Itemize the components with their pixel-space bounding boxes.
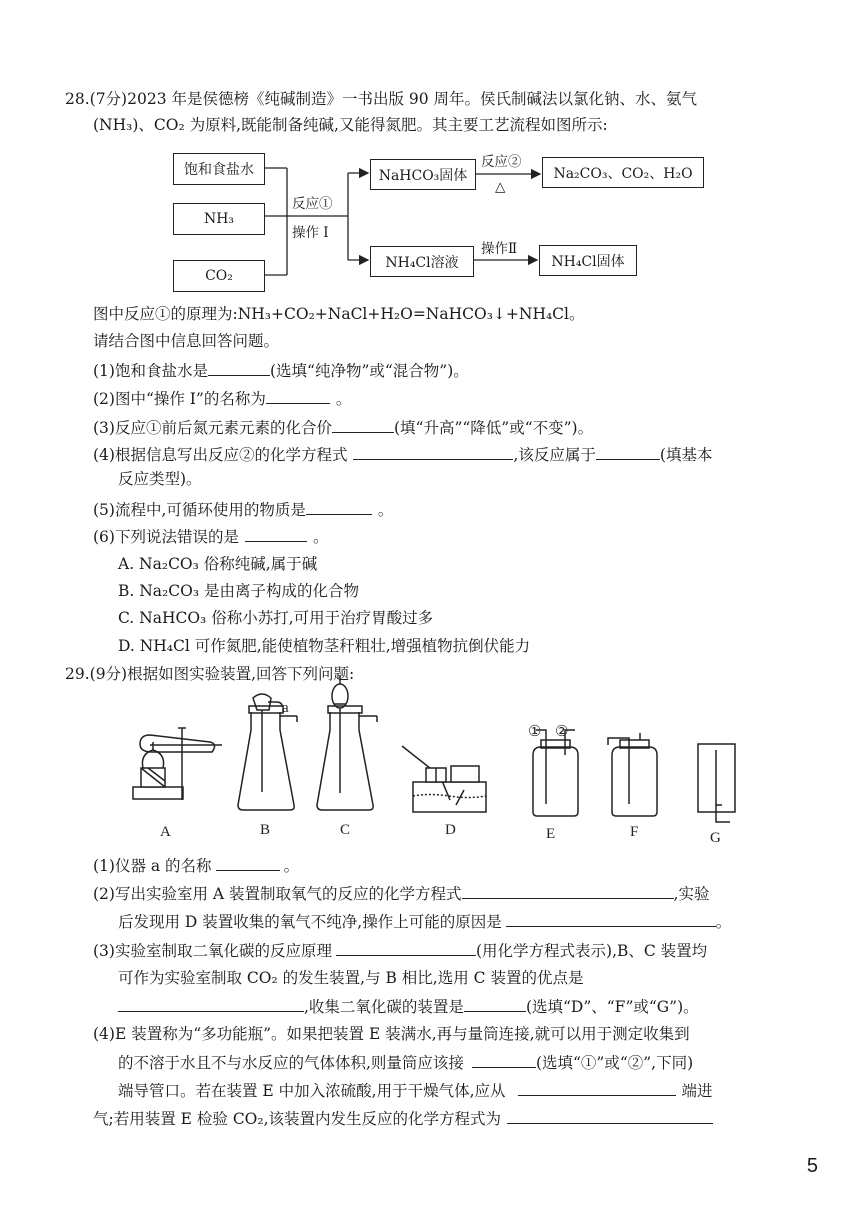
q29-sub2-cont-end: 。	[715, 913, 732, 931]
flow-input-brine-label: 饱和食盐水	[184, 162, 254, 178]
label-b: B	[260, 822, 271, 838]
q29-sub4-cont2-text: 端导管口。若在装置 E 中加入浓硫酸,用于干燥气体,应从	[118, 1082, 506, 1100]
page-number: 5	[806, 1155, 818, 1177]
q29-sub3-collect-blank[interactable]	[464, 995, 526, 1012]
q29-sub2-reason-blank[interactable]	[506, 910, 716, 927]
q28-sub1-text: (1)饱和食盐水是	[93, 362, 208, 380]
q29-sub1	[93, 854, 299, 877]
q29-sub1-text: (1)仪器 a 的名称	[93, 857, 212, 875]
q28-prompt: 请结合图中信息回答问题。	[93, 332, 280, 350]
q29-sub3-equation-blank[interactable]	[336, 939, 476, 956]
flow-input-nh3-label: NH₃	[203, 211, 235, 227]
q29-sub2-cont-text: 后发现用 D 装置收集的氧气不纯净,操作上可能的原因是	[118, 913, 502, 931]
q29-sub3-text: (3)实验室制取二氧化碳的反应原理	[93, 942, 332, 960]
q29-sub3	[93, 939, 707, 962]
apparatus-a-heating	[133, 728, 222, 800]
q29-sub4-cont2	[118, 1079, 713, 1102]
q29-sub4-equation-blank[interactable]	[507, 1107, 713, 1124]
q28-sub4-text-mid: ,该反应属于	[513, 446, 596, 464]
q28-sub5-text: (5)流程中,可循环使用的物质是	[93, 501, 306, 519]
q28-sub2-text-end: 。	[335, 390, 352, 408]
q29-sub2	[93, 882, 709, 905]
flow-step1-label: 反应①	[292, 196, 333, 212]
q28-principle: 图中反应①的原理为:NH₃+CO₂+NaCl+H₂O=NaHCO₃↓+NH₄Cl。	[93, 305, 585, 323]
q29-sub4-cont3-text: 气;若用装置 E 检验 CO₂,该装置内发生反应的化学方程式为	[93, 1110, 502, 1128]
q29-sub1-answer-blank[interactable]	[216, 854, 280, 871]
q29-sub3-text-mid: (用化学方程式表示),B、C 装置均	[475, 942, 708, 960]
q29-intro: 29.(9分)根据如图实验装置,回答下列问题:	[65, 665, 355, 683]
q28-intro-line2: (NH₃)、CO₂ 为原料,既能制备纯碱,又能得氮肥。其主要工艺流程如图所示:	[93, 116, 608, 134]
q29-sub4-cont2-end: 端进	[681, 1082, 713, 1100]
q28-sub2-text: (2)图中“操作 I”的名称为	[93, 390, 266, 408]
flow-mid-nh4cl-solution-label: NH₄Cl溶液	[385, 254, 459, 271]
label-instrument-a: a	[282, 700, 289, 716]
q28-sub6-text-end: 。	[312, 528, 329, 546]
apparatus-g-container	[698, 744, 735, 822]
label-f: F	[630, 824, 639, 840]
q28-option-b: B. Na₂CO₃ 是由离子构成的化合物	[118, 582, 359, 600]
q28-sub4-text: (4)根据信息写出反应②的化学方程式	[93, 446, 348, 464]
q29-sub1-text-end: 。	[283, 857, 300, 875]
q28-sub3-text-end: (填“升高”“降低”或“不变”)。	[393, 419, 594, 437]
q29-sub4-dry-blank[interactable]	[518, 1079, 676, 1096]
q29-sub4-port-blank[interactable]	[472, 1051, 536, 1068]
label-port-1: ①	[528, 724, 542, 740]
flow-op2-label: 操作Ⅱ	[481, 241, 518, 257]
q29-sub3-advantage-blank[interactable]	[118, 995, 304, 1012]
q29-sub4: (4)E 装置称为“多功能瓶”。如果把装置 E 装满水,再与量筒连接,就可以用于测定收集到	[93, 1025, 690, 1043]
flow-product-bottom-label: NH₄Cl固体	[551, 253, 625, 270]
apparatus-d-water-trough	[402, 746, 486, 812]
q28-sub5-text-end: 。	[377, 501, 394, 519]
q29-sub4-cont	[118, 1051, 693, 1074]
q29-sub2-text: (2)写出实验室用 A 装置制取氧气的反应的化学方程式	[93, 885, 462, 903]
q29-sub2-text-end: ,实验	[673, 885, 710, 903]
q29-sub2-cont	[118, 910, 731, 933]
q29-sub3-cont2-end: (选填“D”、“F”或“G”)。	[525, 998, 699, 1016]
apparatus-e-multifunction-bottle	[533, 730, 578, 816]
label-a: A	[160, 824, 171, 840]
q28-option-a: A. Na₂CO₃ 俗称纯碱,属于碱	[118, 555, 318, 573]
label-port-2: ②	[555, 724, 569, 740]
flow-step1-op: 操作 I	[292, 225, 329, 241]
label-e: E	[546, 826, 556, 842]
q29-sub4-cont3	[93, 1107, 713, 1130]
apparatus-c-separatory-flask	[317, 676, 377, 810]
q28-option-d: D. NH₄Cl 可作氮肥,能使植物茎秆粗壮,增强植物抗倒伏能力	[118, 637, 531, 655]
q29-sub3-cont: 可作为实验室制取 CO₂ 的发生装置,与 B 相比,选用 C 装置的优点是	[118, 969, 584, 987]
label-d: D	[445, 822, 456, 838]
flow-input-co2-label: CO₂	[205, 268, 233, 284]
q29-sub3-cont2	[118, 995, 699, 1018]
q28-sub4-text-end: (填基本	[659, 446, 713, 464]
q29-sub3-cont2-text: ,收集二氧化碳的装置是	[304, 998, 464, 1016]
q29-sub2-equation-blank[interactable]	[462, 882, 674, 899]
flow-reaction2-heat: △	[495, 179, 506, 195]
label-c: C	[340, 822, 351, 838]
q28-sub1-text-end: (选填“纯净物”或“混合物”)。	[269, 362, 469, 380]
flow-product-top-label: Na₂CO₃、CO₂、H₂O	[553, 165, 693, 182]
q28-intro-line1: 28.(7分)2023 年是侯德榜《纯碱制造》一书出版 90 周年。侯氏制碱法以氯化钠、水、氨气	[65, 90, 698, 108]
q28-sub6-text: (6)下列说法错误的是	[93, 528, 239, 546]
q28-option-c: C. NaHCO₃ 俗称小苏打,可用于治疗胃酸过多	[118, 609, 434, 627]
q28-sub4-cont: 反应类型)。	[118, 470, 202, 488]
flow-mid-nahco3-label: NaHCO₃固体	[378, 167, 468, 184]
apparatus-f-bottle	[608, 733, 657, 816]
q28-sub3-text: (3)反应①前后氮元素元素的化合价	[93, 419, 332, 437]
flow-reaction2-label: 反应②	[481, 154, 522, 170]
q29-sub4-cont-end: (选填“①”或“②”,下同)	[535, 1054, 694, 1072]
q29-sub4-cont-text: 的不溶于水且不与水反应的气体体积,则量筒应该接	[118, 1054, 464, 1072]
label-g: G	[710, 830, 721, 846]
